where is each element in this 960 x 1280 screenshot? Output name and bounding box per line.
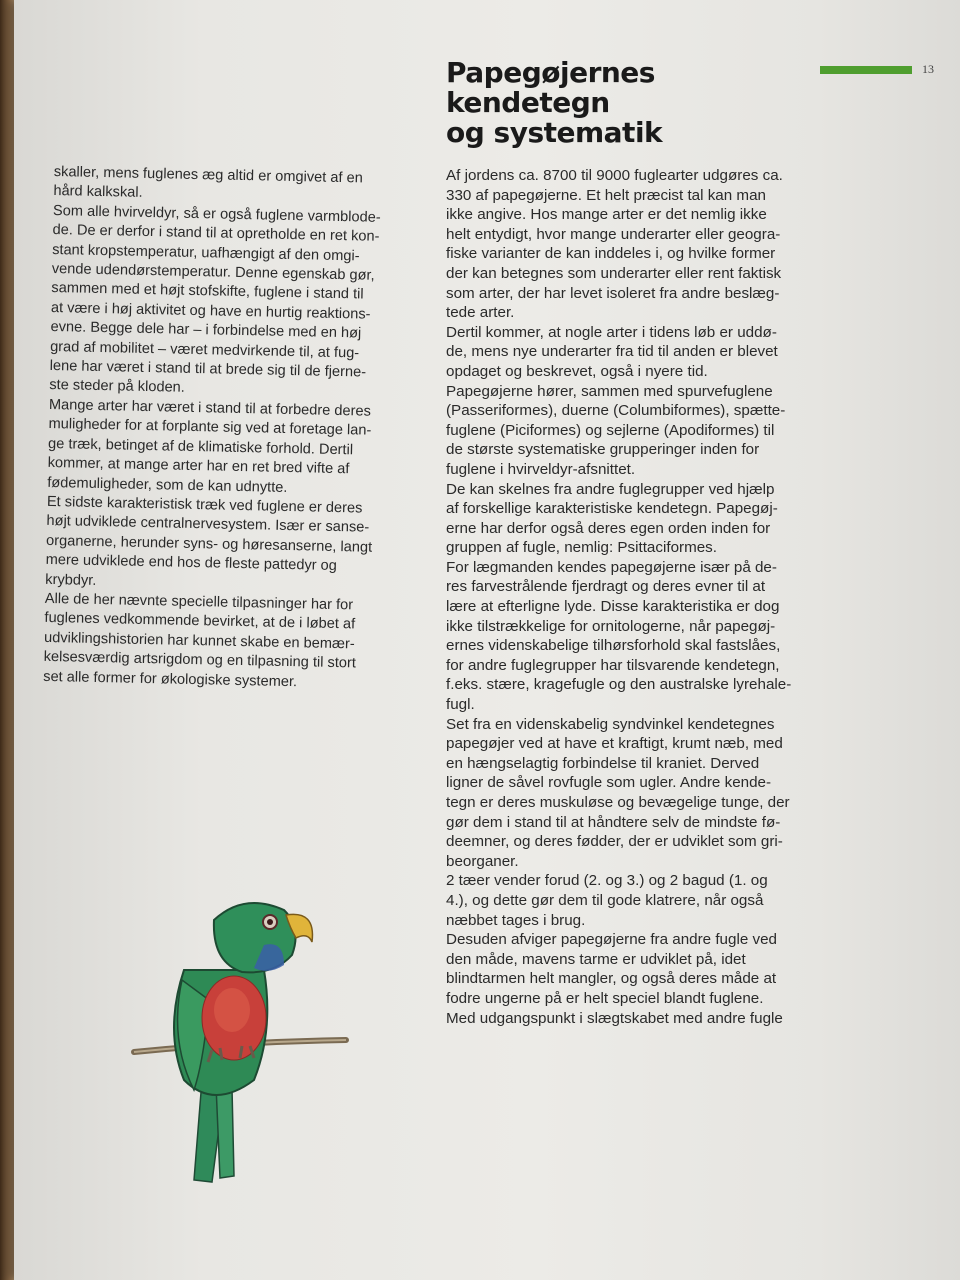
text-line: helt entydigt, hvor mange underarter eller geogra- bbox=[446, 225, 781, 243]
text-line: evne. Begge dele har – i forbindelse med en høj bbox=[50, 319, 362, 342]
text-line: Set fra en videnskabelig syndvinkel kendetegnes bbox=[446, 715, 775, 733]
text-line: fugl. bbox=[446, 696, 475, 714]
text-line: blindtarmen helt mangler, og også deres måde at bbox=[446, 970, 777, 988]
text-line: lene har været i stand til at brede sig til de fjerne- bbox=[49, 358, 367, 381]
page-title bbox=[446, 58, 706, 148]
text-line: 4.), og dette gør dem til gode klatrere, når også bbox=[446, 891, 764, 909]
left-text-column bbox=[43, 163, 434, 695]
text-line: beorganer. bbox=[446, 852, 519, 870]
text-line: organerne, herunder syns- og høresanserne, langt bbox=[45, 532, 373, 556]
text-line: tegn er deres muskuløse og bevægelige tunge, der bbox=[446, 794, 790, 811]
text-line: Papegøjerne hører, sammen med spurvefuglene bbox=[446, 382, 773, 400]
text-line: Mange arter har været i stand til at forbedre deres bbox=[48, 396, 372, 420]
text-line: Dertil kommer, at nogle arter i tidens løb er uddø- bbox=[446, 323, 777, 341]
text-line: ge træk, betinget af de klimatiske forhold. Dertil bbox=[47, 435, 354, 459]
text-line: krybdyr. bbox=[45, 571, 97, 589]
text-line: højt udviklede centralnervesystem. Især er sanse- bbox=[46, 513, 370, 536]
text-line: de. De er derfor i stand til at opretholde en ret kon- bbox=[52, 222, 380, 246]
text-line: lære at efterligne lyde. Disse karakteristika er dog bbox=[446, 598, 780, 616]
text-line: Alle de her nævnte specielle tilpasninger har for bbox=[44, 590, 354, 614]
text-line: fuglene i hvirveldyr-afsnittet. bbox=[446, 460, 636, 478]
text-line: at være i høj aktivitet og have en hurtig reaktions- bbox=[50, 299, 371, 323]
text-line: fuglenes vedkommende bevirket, at de i løbet af bbox=[44, 610, 356, 633]
title-line: Papegøjernes bbox=[446, 56, 655, 89]
text-line: fodre ungerne på er helt speciel blandt fuglene. bbox=[446, 989, 764, 1007]
text-line: tede arter. bbox=[446, 304, 515, 322]
text-line: ligner de såvel rovfugle som ugler. Andre kende- bbox=[446, 774, 772, 792]
text-line: gruppen af fugle, nemlig: Psittaciformes. bbox=[446, 539, 717, 557]
text-line: næbbet tages i brug. bbox=[446, 911, 586, 929]
text-line: set alle former for økologiske systemer. bbox=[43, 668, 298, 690]
text-line: der kan betegnes som underarter eller rent faktisk bbox=[446, 264, 782, 282]
text-line: mere udviklede end hos de fleste pattedyr og bbox=[45, 552, 338, 575]
title-line: og systematik bbox=[446, 116, 663, 149]
accent-bar bbox=[820, 66, 912, 74]
text-line: For lægmanden kendes papegøjerne især på de- bbox=[446, 558, 777, 576]
text-line: Af jordens ca. 8700 til 9000 fuglearter udgøres ca. bbox=[446, 167, 783, 184]
text-line: De kan skelnes fra andre fuglegrupper ved hjælp bbox=[446, 480, 775, 498]
text-line: de største systematiske grupperinger inden for bbox=[446, 441, 760, 459]
text-line: fiske varianter de kan inddeles i, og hvilke former bbox=[446, 245, 776, 263]
text-line: ikke angive. Hos mange arter er det nemlig ikke bbox=[446, 206, 767, 224]
text-line: ernes videnskabelige tilhørsforhold skal fastslåes, bbox=[446, 637, 781, 655]
text-line: res farvestrålende fjerdragt og deres evner til at bbox=[446, 578, 766, 596]
text-line: 330 af papegøjerne. Et helt præcist tal kan man bbox=[446, 186, 766, 204]
text-line: erne har derfor også deres egen orden inden for bbox=[446, 519, 771, 537]
page-number: 13 bbox=[922, 62, 934, 76]
text-line: af forskellige karakteristiske kendetegn. Papegøj- bbox=[446, 500, 778, 518]
parrot-illustration bbox=[124, 880, 364, 1190]
right-text-column bbox=[446, 166, 826, 1028]
text-line: muligheder for at forplante sig ved at foretage lan- bbox=[48, 416, 372, 439]
text-line: den måde, mavens tarme er udviklet på, idet bbox=[446, 950, 746, 968]
text-line: fuglene (Piciformes) og sejlerne (Apodiformes) til bbox=[446, 421, 775, 439]
text-line: for andre fuglegrupper har tilsvarende kendetegn, bbox=[446, 656, 780, 674]
text-line: kommer, at mange arter har en ret bred vifte af bbox=[47, 455, 350, 478]
text-line: opdaget og beskrevet, også i nyere tid. bbox=[446, 362, 708, 380]
book-page bbox=[14, 0, 960, 1280]
text-line: kelsesværdig artsrigdom og en tilpasning til stort bbox=[43, 649, 357, 672]
text-line: vende udendørstemperatur. Denne egenskab gør, bbox=[51, 261, 375, 284]
title-line: kendetegn bbox=[446, 86, 610, 119]
text-line: (Passeriformes), duerne (Columbiformes), spætte- bbox=[446, 402, 786, 420]
text-line: gør dem i stand til at håndtere selv de mindste fø- bbox=[446, 813, 781, 831]
text-line: ste steder på kloden. bbox=[49, 377, 185, 397]
text-line: f.eks. stære, kragefugle og den australske lyrehale- bbox=[446, 676, 792, 694]
text-line: som arter, der har levet isoleret fra andre beslæg- bbox=[446, 284, 780, 302]
text-line: Et sidste karakteristisk træk ved fuglene er deres bbox=[46, 493, 363, 517]
text-line: de, mens nye underarter fra tid til anden er blevet bbox=[446, 343, 778, 361]
text-line: stant kropstemperatur, uafhængigt af den omgi- bbox=[52, 241, 360, 265]
text-line: 2 tæer vender forud (2. og 3.) og 2 bagud (1. og bbox=[446, 872, 768, 890]
text-line: udviklingshistorien har kunnet skabe en bemær- bbox=[43, 629, 355, 653]
text-line: en hængselagtig forbindelse til kraniet. Derved bbox=[446, 754, 760, 772]
text-line: Som alle hvirveldyr, så er også fuglene varmblode- bbox=[52, 202, 381, 226]
text-line: fødemuligheder, som de kan udnytte. bbox=[47, 474, 288, 496]
text-line: papegøjer ved at have et kraftigt, krumt næb, med bbox=[446, 735, 783, 753]
text-line: grad af mobilitet – været medvirkende til, at fug- bbox=[49, 338, 360, 362]
text-line: Desuden afviger papegøjerne fra andre fugle ved bbox=[446, 931, 777, 949]
text-line: deemner, og deres fødder, der er udviklet som gri- bbox=[446, 833, 783, 851]
text-line: skaller, mens fuglenes æg altid er omgivet af en bbox=[53, 163, 363, 187]
text-line: hård kalkskal. bbox=[53, 183, 143, 202]
text-line: ikke tilstrækkelige for ornitologerne, når papegøj- bbox=[446, 617, 776, 635]
text-line: Med udgangspunkt i slægtskabet med andre fugle bbox=[446, 1009, 783, 1027]
text-line: sammen med et højt stofskifte, fuglene i stand til bbox=[51, 280, 364, 303]
